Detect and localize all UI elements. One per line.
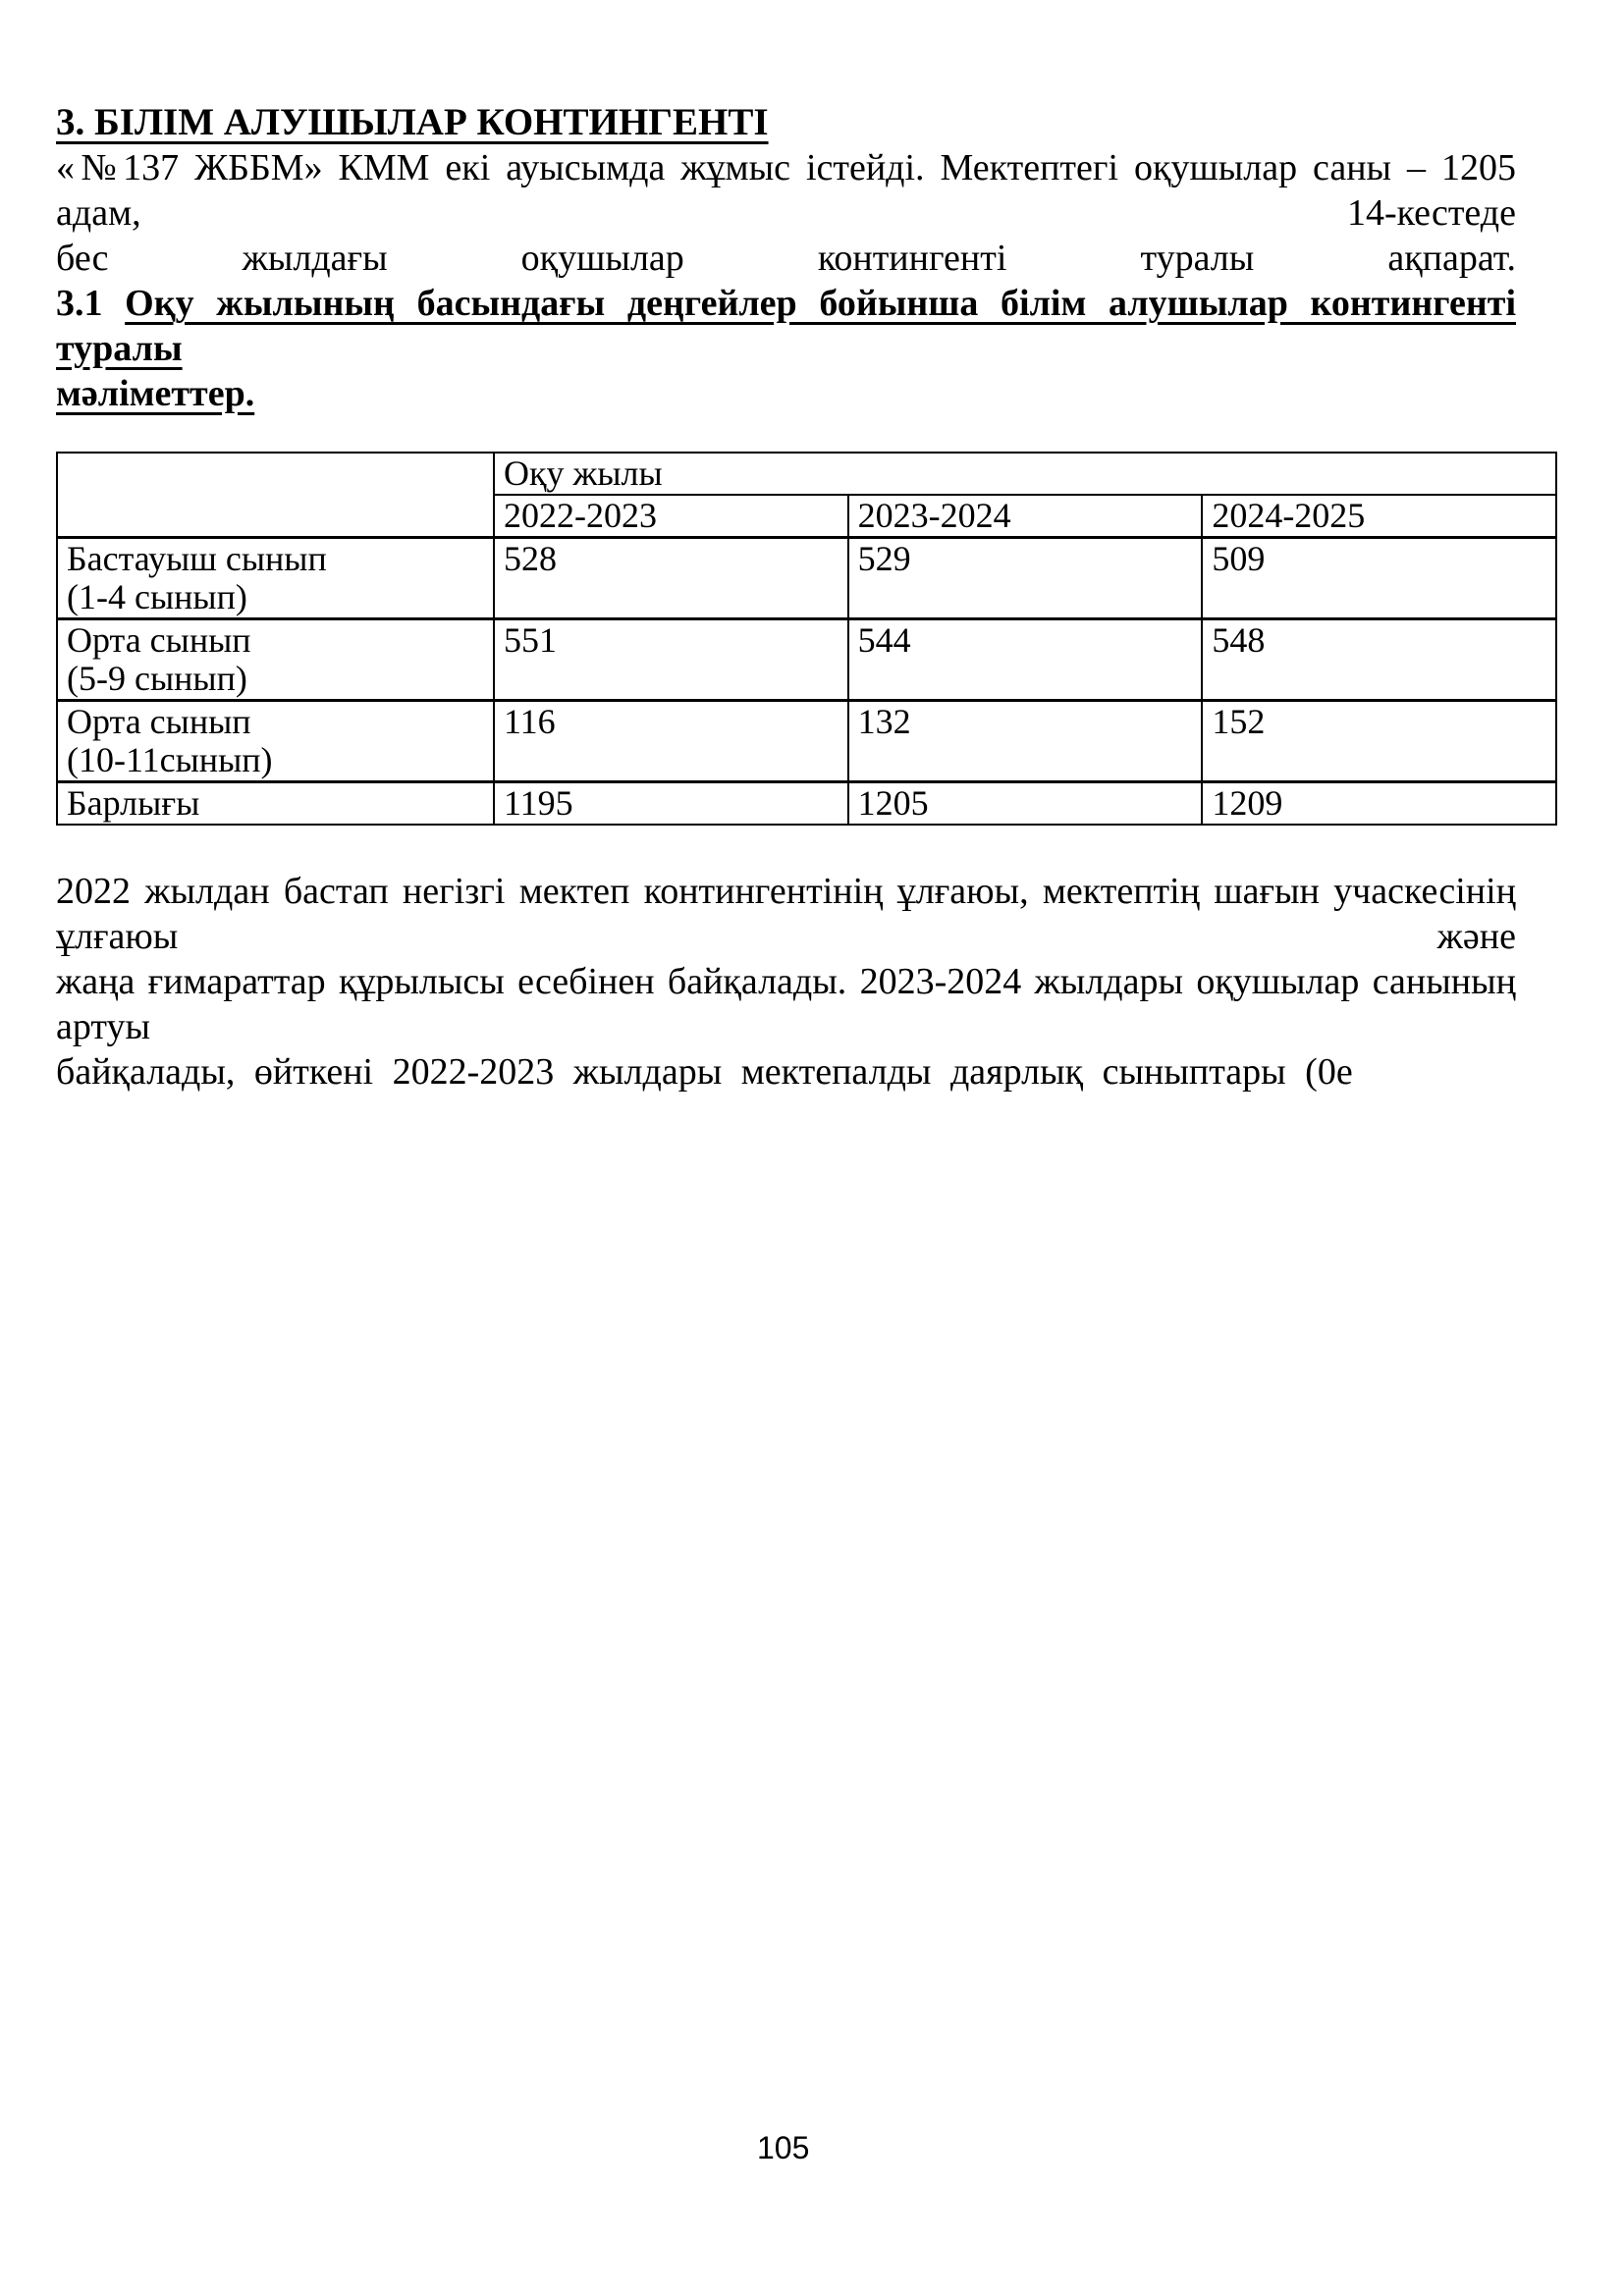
paragraph-2: [56, 869, 1516, 1095]
row-label: [57, 538, 494, 619]
table-cell: 528: [494, 538, 848, 619]
table-cell: 1205: [848, 782, 1203, 826]
table-row: [57, 619, 1556, 701]
paragraph-2-line-1: 2022 жылдан бастап негізгі мектеп контингентінің ұлғаюы, мектептің шағын учаскесінің ұлғаюы және: [56, 871, 1516, 957]
table-cell: 1209: [1202, 782, 1556, 826]
table-cell: 544: [848, 619, 1203, 701]
table-cell: 132: [848, 701, 1203, 782]
contingent-table: [56, 452, 1557, 826]
table-cell: 548: [1202, 619, 1556, 701]
paragraph-2-line-3: байқалады, өйткені 2022-2023 жылдары мектепалды даярлық сыныптары (0е: [56, 1051, 1353, 1093]
subsection-title-part-1: Оқу жылының басындағы деңгейлер бойынша білім алушылар контингенті туралы: [56, 283, 1517, 369]
table-year-header: 2022-2023: [494, 495, 848, 538]
table-year-header: 2023-2024: [848, 495, 1203, 538]
table-cell: 509: [1202, 538, 1556, 619]
row-label: Барлығы: [57, 782, 494, 826]
table-cell: 551: [494, 619, 848, 701]
row-label-line-1: Бастауыш сынып: [67, 539, 327, 578]
subsection-heading-line-2: [56, 371, 1516, 416]
table-header-row-group: [57, 453, 1556, 495]
row-label: [57, 619, 494, 701]
row-label: [57, 701, 494, 782]
subsection-title-part-2: мәліметтер.: [56, 373, 255, 414]
subsection-heading-line-1: [56, 281, 1516, 371]
table-row-total: [57, 782, 1556, 826]
page-number: 105: [757, 2130, 810, 2165]
table-cell: 1195: [494, 782, 848, 826]
row-label-line-2: (10-11сынып): [67, 740, 273, 779]
table-cell: 116: [494, 701, 848, 782]
paragraph-1-line-1: «№137 ЖББМ» КММ екі ауысымда жұмыс істейді. Мектептегі оқушылар саны – 1205 адам, 14-кестеде: [56, 147, 1516, 234]
row-label-line-2: (5-9 сынып): [67, 659, 247, 698]
paragraph-2-line-2: жаңа ғимараттар құрылысы есебінен байқалады. 2023-2024 жылдары оқушылар санының артуы: [56, 961, 1516, 1047]
row-label-line-1: Орта сынып: [67, 620, 251, 660]
table-row: [57, 538, 1556, 619]
table-cell: 152: [1202, 701, 1556, 782]
table-row: [57, 701, 1556, 782]
section-heading: 3. БІЛІМ АЛУШЫЛАР КОНТИНГЕНТІ: [56, 101, 769, 143]
subsection-number: 3.1: [56, 283, 103, 324]
table-group-header-cell: Оқу жылы: [494, 453, 1556, 495]
paragraph-1-line-2: бес жылдағы оқушылар контингенті туралы ақпарат.: [56, 238, 1516, 279]
table-corner-cell: [57, 453, 494, 538]
table-cell: 529: [848, 538, 1203, 619]
row-label-line-1: Орта сынып: [67, 702, 251, 741]
table-year-header: 2024-2025: [1202, 495, 1556, 538]
document-content: [56, 100, 1516, 1095]
row-label-line-2: (1-4 сынып): [67, 577, 247, 616]
